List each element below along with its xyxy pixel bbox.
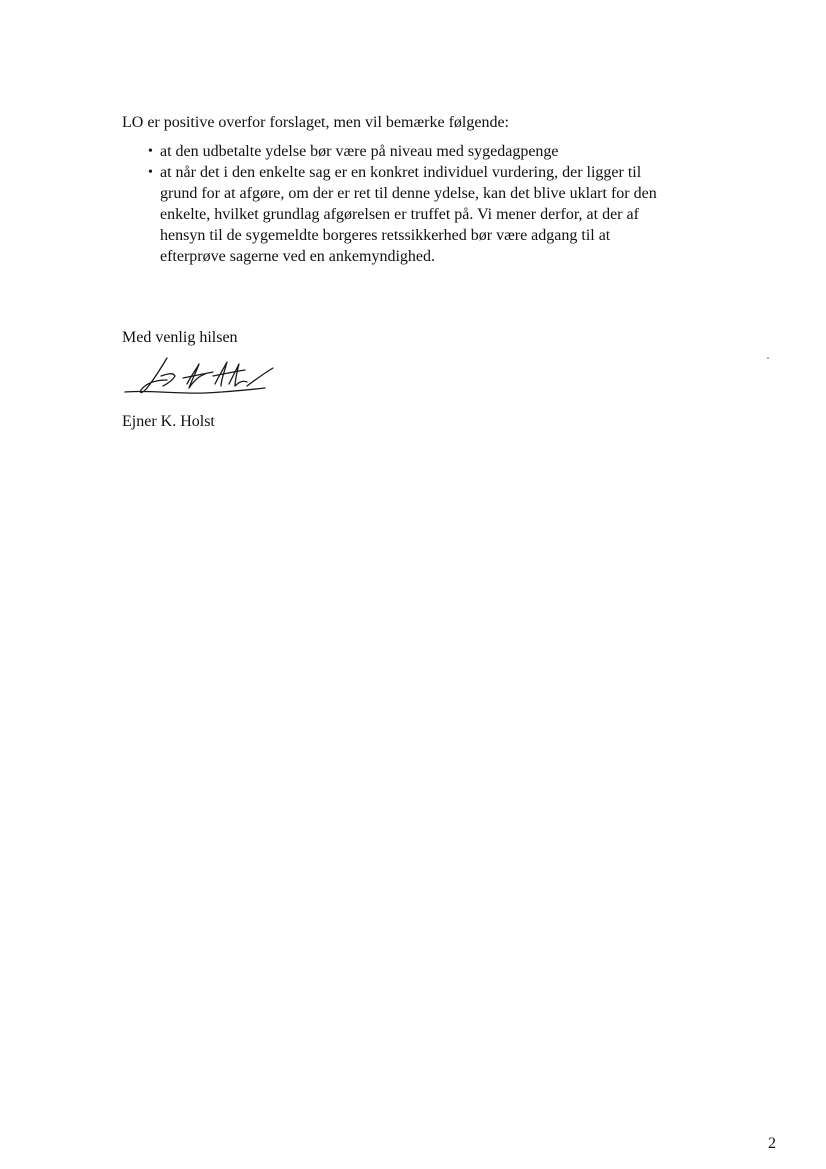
bullet-icon: • — [148, 165, 153, 180]
bullet-line: hensyn til de sygemeldte borgeres retssikkerhed bør være adgang til at — [160, 227, 611, 244]
bullet-icon: • — [148, 144, 153, 159]
bullet-line: at den udbetalte ydelse bør være på niveau med sygedagpenge — [160, 143, 559, 160]
bullet-list — [122, 141, 722, 267]
list-item — [122, 162, 722, 267]
scan-speck — [767, 357, 769, 359]
bullet-line: efterprøve sagerne ved en ankemyndighed. — [160, 248, 435, 265]
handwritten-signature — [117, 350, 277, 406]
bullet-line: grund for at afgøre, om der er ret til denne ydelse, kan det blive uklart for den — [160, 185, 657, 202]
intro-paragraph: LO er positive overfor forslaget, men vil bemærke følgende: — [122, 114, 509, 131]
bullet-line: at når det i den enkelte sag er en konkret individuel vurdering, der ligger til — [160, 164, 642, 181]
signer-name: Ejner K. Holst — [122, 413, 215, 430]
list-item — [122, 141, 722, 162]
bullet-line: enkelte, hvilket grundlag afgørelsen er truffet på. Vi mener derfor, at der af — [160, 206, 639, 223]
closing-salutation: Med venlig hilsen — [122, 329, 238, 346]
page-number: 2 — [768, 1135, 776, 1152]
